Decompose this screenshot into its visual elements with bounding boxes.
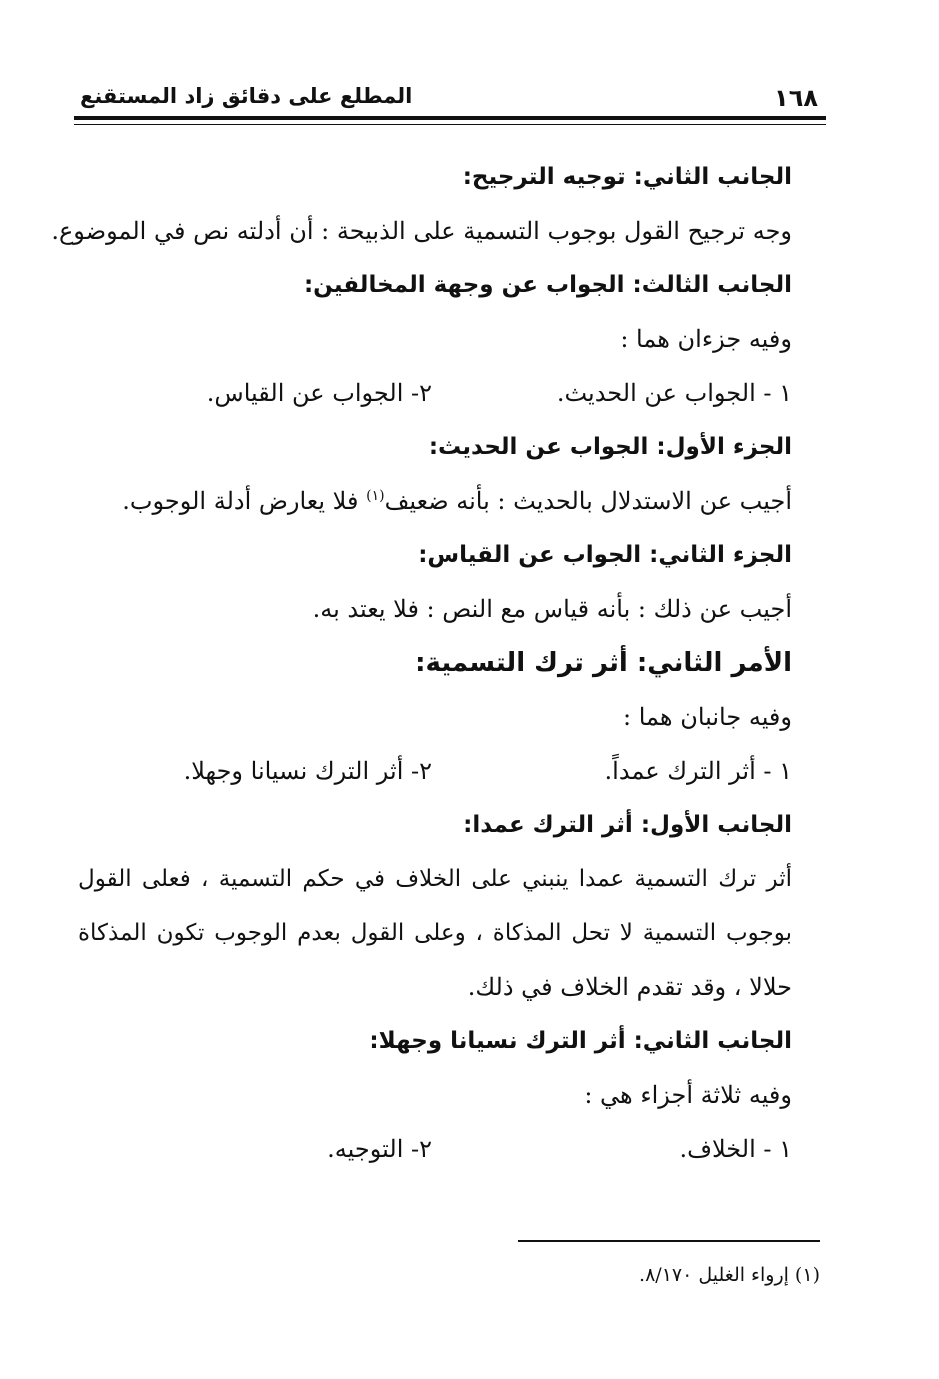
header-rule-thick [74,116,826,120]
paragraph-answer-hadith [78,474,792,528]
heading-forgetful-omission: الجانب الثاني: أثر الترك نسيانا وجهلا: [369,1028,792,1054]
list-item-2: ٢- التوجيه. [327,1135,432,1163]
heading-tarjih-direction: الجانب الثاني: توجيه الترجيح: [462,164,792,190]
heading-answer-opponents: الجانب الثالث: الجواب عن وجهة المخالفين: [303,272,792,298]
page-header [74,76,826,116]
paragraph-line-1: أثر ترك التسمية عمدا ينبني على الخلاف في حكم التسمية ، فعلى القول [78,866,792,892]
text-span: أجيب عن الاستدلال بالحديث : بأنه ضعيف [384,487,792,515]
list-two-parts [78,366,792,420]
list-two-sides [78,744,792,798]
list-item-2: ٢- الجواب عن القياس. [206,379,432,407]
paragraph-tarjih: وجه ترجيح القول بوجوب التسمية على الذبيحة : أن أدلته نص في الموضوع. [51,217,792,245]
paragraph-line-2: بوجوب التسمية لا تحل المذكاة ، وعلى القول بعدم الوجوب تكون المذكاة [78,920,792,946]
list-item-1: ١ - الجواب عن الحديث. [556,379,792,407]
list-item-1: ١ - أثر الترك عمداً. [604,757,792,785]
page-number: ١٦٨ [774,84,818,112]
running-title: المطلع على دقائق زاد المستقنع [80,84,413,108]
footnote-marker: (١) [366,488,385,504]
paragraph-line-3: حلالا ، وقد تقدم الخلاف في ذلك. [467,973,792,1001]
paragraph-two-sides: وفيه جانبان هما : [623,703,792,731]
heading-effect-omission: الأمر الثاني: أثر ترك التسمية: [415,648,792,678]
footnote-separator [518,1240,820,1242]
paragraph-three-parts: وفيه ثلاثة أجزاء هي : [584,1081,792,1109]
heading-deliberate-omission: الجانب الأول: أثر الترك عمدا: [463,812,792,838]
heading-answer-hadith: الجزء الأول: الجواب عن الحديث: [428,434,792,460]
footnote: (١) إرواء الغليل ٨/١٧٠. [639,1264,820,1286]
list-three-parts [78,1122,792,1176]
text-span: فلا يعارض أدلة الوجوب. [122,487,367,515]
heading-answer-qiyas: الجزء الثاني: الجواب عن القياس: [418,542,792,568]
paragraph-two-parts: وفيه جزءان هما : [620,325,792,353]
paragraph-answer-qiyas: أجيب عن ذلك : بأنه قياس مع النص : فلا يعتد به. [312,595,792,623]
list-item-2: ٢- أثر الترك نسيانا وجهلا. [183,757,432,785]
list-item-1: ١ - الخلاف. [679,1135,792,1163]
body-text [51,150,792,1176]
header-rule-thin [74,124,826,125]
